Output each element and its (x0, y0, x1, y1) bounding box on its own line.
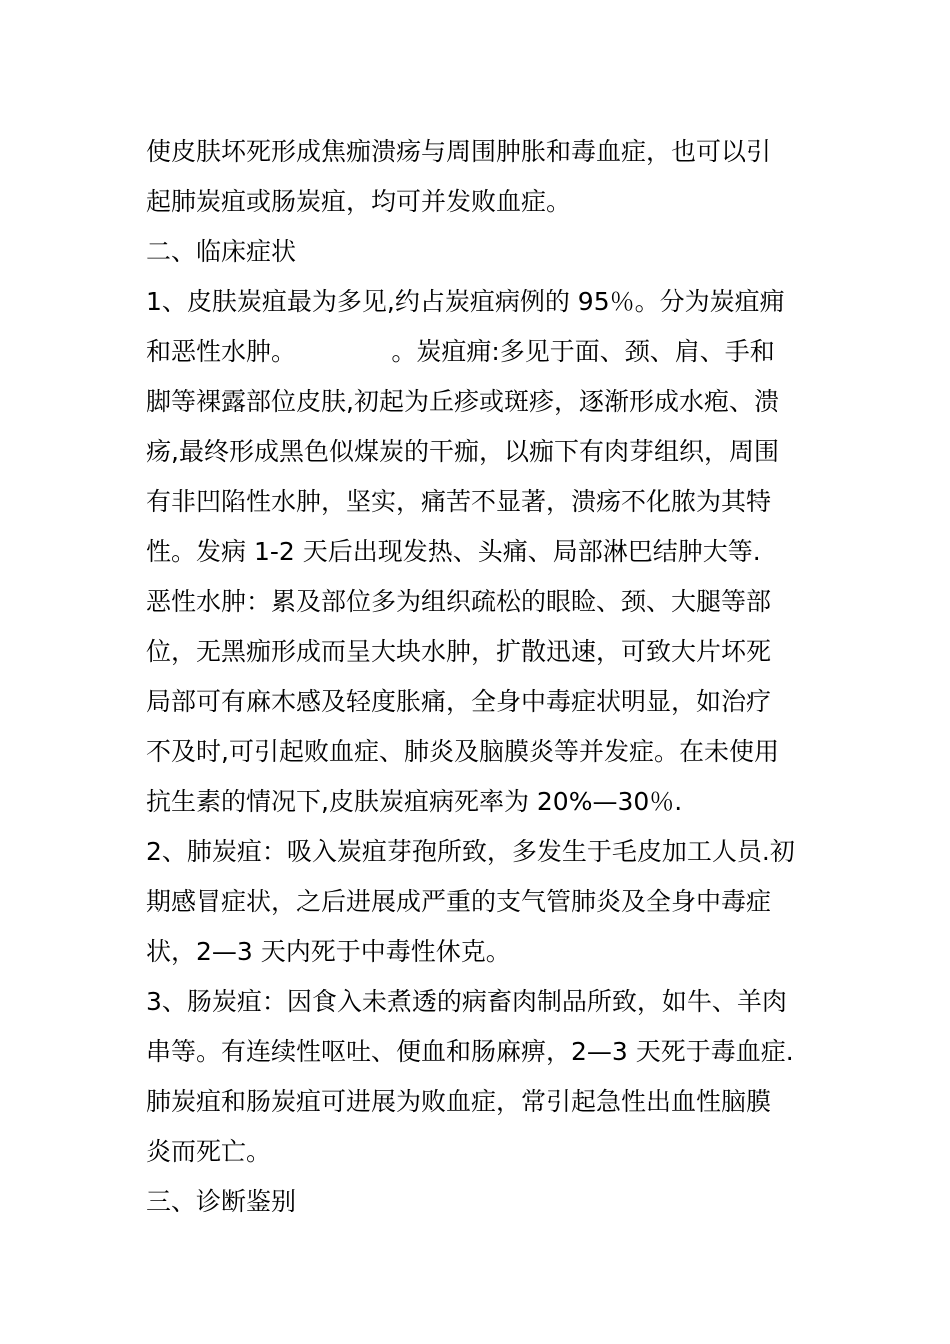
text-line: 性。发病 1-2 天后出现发热、头痛、局部淋巴结肿大等. (146, 537, 761, 566)
text-line: 和恶性水肿。 。炭疽痈:多见于面、颈、肩、手和 (146, 337, 775, 366)
text-line: 局部可有麻木感及轻度胀痛，全身中毒症状明显，如治疗 (146, 687, 772, 716)
text-line: 1、皮肤炭疽最为多见,约占炭疽病例的 95％。分为炭疽痈 (146, 287, 785, 316)
text-line: 恶性水肿：累及部位多为组织疏松的眼睑、颈、大腿等部 (146, 587, 772, 616)
text-line: 炎而死亡。 (146, 1137, 272, 1166)
text-line: 肺炭疽和肠炭疽可进展为败血症，常引起急性出血性脑膜 (146, 1087, 772, 1116)
text-line: 串等。有连续性呕吐、便血和肠麻痹，2—3 天死于毒血症. (146, 1037, 794, 1066)
text-line: 状，2—3 天内死于中毒性休克。 (146, 937, 511, 966)
text-line: 有非凹陷性水肿，坚实，痛苦不显著，溃疡不化脓为其特 (146, 487, 772, 516)
text-line: 位，无黑痂形成而呈大块水肿，扩散迅速，可致大片坏死 (146, 637, 772, 666)
text-line: 不及时,可引起败血症、肺炎及脑膜炎等并发症。在未使用 (146, 737, 779, 766)
section-heading: 三、诊断鉴别 (146, 1187, 297, 1216)
text-line: 期感冒症状，之后进展成严重的支气管肺炎及全身中毒症 (146, 887, 772, 916)
document-body (146, 127, 816, 1227)
section-heading: 二、临床症状 (146, 237, 297, 266)
text-line: 2、肺炭疽：吸入炭疽芽孢所致，多发生于毛皮加工人员.初 (146, 837, 795, 866)
text-line: 脚等裸露部位皮肤,初起为丘疹或斑疹，逐渐形成水疱、溃 (146, 387, 779, 416)
text-line: 起肺炭疽或肠炭疽，均可并发败血症。 (146, 187, 572, 216)
text-line: 疡,最终形成黑色似煤炭的干痂，以痂下有肉芽组织，周围 (146, 437, 779, 466)
text-line: 使皮肤坏死形成焦痂溃疡与周围肿胀和毒血症，也可以引 (146, 137, 772, 166)
text-line: 3、肠炭疽：因食入未煮透的病畜肉制品所致，如牛、羊肉 (146, 987, 787, 1016)
text-line: 抗生素的情况下,皮肤炭疽病死率为 20%—30％. (146, 787, 683, 816)
